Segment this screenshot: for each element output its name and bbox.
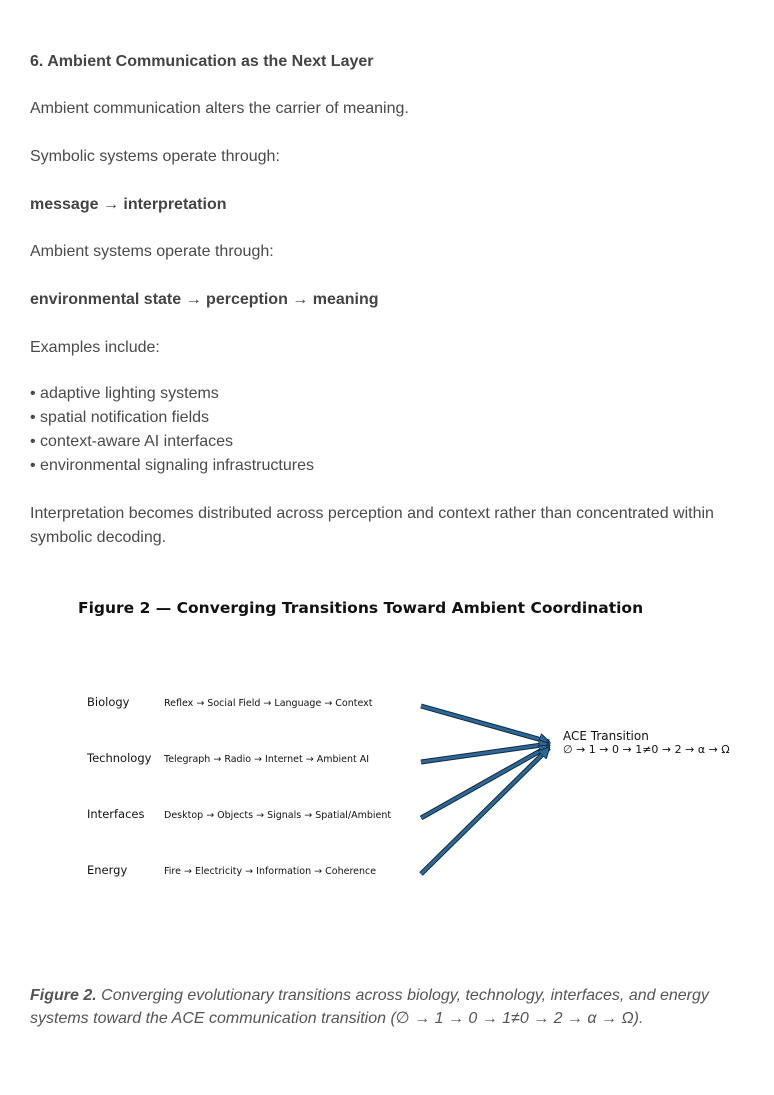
- row-sequence: Fire → Electricity → Information → Coherence: [164, 866, 377, 877]
- paragraph: Ambient communication alters the carrier of meaning.: [30, 100, 409, 117]
- figure-caption: [30, 984, 750, 1030]
- row-label: Interfaces: [87, 807, 145, 821]
- row-sequence: Desktop → Objects → Signals → Spatial/Ambient: [164, 810, 392, 821]
- ace-sequence: ∅ → 1 → 0 → 1≠0 → 2 → α → Ω: [563, 743, 730, 756]
- figure-diagram: [0, 585, 774, 915]
- list-item: • context-aware AI interfaces: [30, 430, 314, 454]
- caption-text: Converging evolutionary transitions across biology, technology, interfaces, and energy systems toward the ACE communication transition (∅ → 1 → 0 → 1≠0 → 2 → α → Ω).: [30, 987, 709, 1027]
- paragraph: Ambient systems operate through:: [30, 243, 274, 260]
- row-biology: [87, 695, 373, 709]
- ace-title: ACE Transition: [563, 729, 649, 743]
- figure-title: Figure 2 — Converging Transitions Toward Ambient Coordination: [78, 599, 644, 617]
- paragraph: Examples include:: [30, 339, 160, 356]
- paragraph: Symbolic systems operate through:: [30, 148, 280, 165]
- arrow-energy: [421, 748, 549, 874]
- row-label: Energy: [87, 863, 128, 877]
- ace-transition-node: [563, 729, 730, 756]
- arrow-biology: [421, 706, 549, 742]
- row-label: Biology: [87, 695, 130, 709]
- paragraph: Interpretation becomes distributed across perception and context rather than concentrated within symbolic decoding.: [30, 505, 714, 546]
- row-sequence: Telegraph → Radio → Internet → Ambient AI: [164, 754, 370, 765]
- bold-formula: environmental state → perception → meaning: [30, 291, 379, 308]
- row-technology: [86, 751, 369, 765]
- list-item: • environmental signaling infrastructures: [30, 454, 314, 478]
- row-interfaces: [87, 807, 391, 821]
- row-label: Technology: [87, 751, 152, 765]
- section-heading: 6. Ambient Communication as the Next Layer: [30, 53, 374, 70]
- row-energy: [87, 863, 376, 877]
- examples-list: [30, 382, 314, 478]
- list-item: • adaptive lighting systems: [30, 382, 314, 406]
- list-item: • spatial notification fields: [30, 406, 314, 430]
- row-sequence: Reflex → Social Field → Language → Context: [164, 698, 373, 709]
- caption-lead: Figure 2.: [30, 987, 97, 1004]
- bold-formula: message → interpretation: [30, 196, 227, 213]
- arrows: [421, 706, 549, 874]
